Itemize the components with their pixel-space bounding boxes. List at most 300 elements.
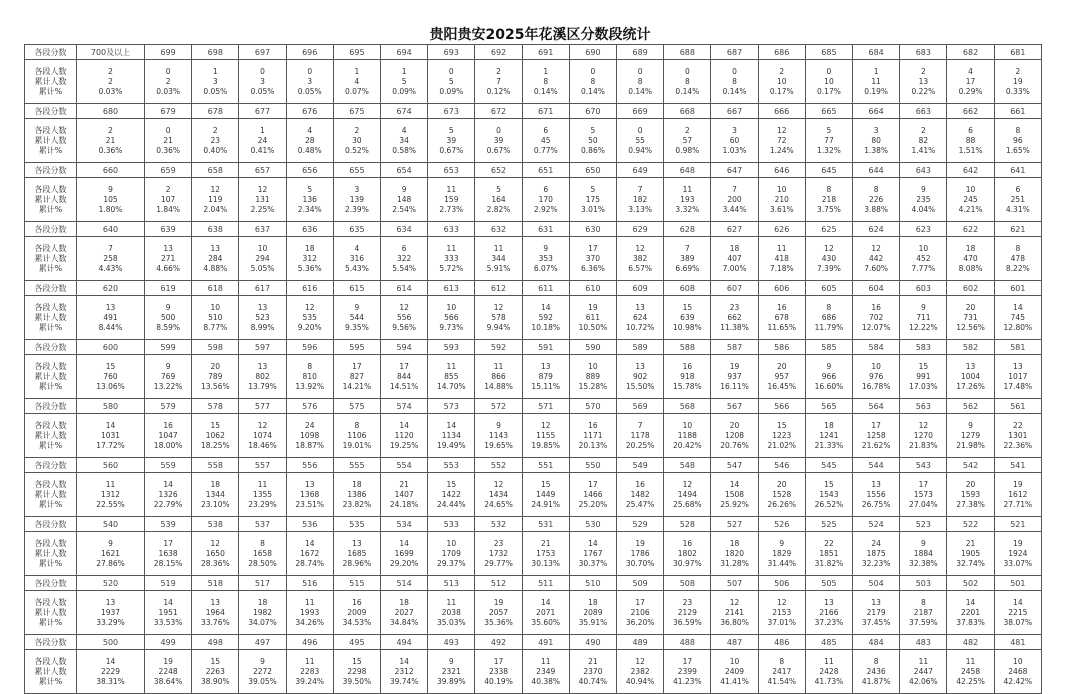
- count-value: 9: [448, 656, 454, 666]
- percent-value: 1.84%: [156, 204, 181, 214]
- score-cell: 688: [664, 45, 711, 60]
- stats-cell: [758, 119, 805, 163]
- percent-value: 0.05%: [297, 86, 322, 96]
- stats-cell: [853, 119, 900, 163]
- percent-value: 0.67%: [486, 145, 511, 155]
- score-cell: 579: [145, 399, 192, 414]
- count-value: 22: [1013, 420, 1023, 430]
- stats-row: [25, 473, 1042, 517]
- stats-cell: [428, 296, 475, 340]
- score-cell: 567: [711, 399, 758, 414]
- stats-cell: [569, 296, 616, 340]
- percent-value: 1.24%: [769, 145, 794, 155]
- percent-value: 22.79%: [153, 499, 183, 509]
- stats-cell: [286, 237, 333, 281]
- cumulative-value: 556: [396, 312, 412, 322]
- score-cell: 661: [994, 104, 1041, 119]
- score-cell: 560: [77, 458, 145, 473]
- percent-value: 10.98%: [673, 322, 702, 332]
- score-cell: 546: [758, 458, 805, 473]
- stats-cell: [900, 355, 947, 399]
- score-cell: 501: [994, 576, 1041, 591]
- score-cell: 699: [145, 45, 192, 60]
- score-row-label: 各段分数: [25, 517, 77, 532]
- count-value: 0: [637, 66, 643, 76]
- stats-cell: [994, 355, 1041, 399]
- score-header-row: [25, 340, 1042, 355]
- score-cell: 611: [522, 281, 569, 296]
- score-cell: 669: [617, 104, 664, 119]
- count-value: 13: [871, 479, 881, 489]
- stats-cell: [286, 178, 333, 222]
- percent-value: 39.89%: [437, 676, 466, 686]
- cumulative-value: 442: [868, 253, 884, 263]
- cumulative-value: 624: [632, 312, 648, 322]
- percent-value: 5.36%: [297, 263, 322, 273]
- count-value: 14: [399, 656, 409, 666]
- stats-cell: [758, 532, 805, 576]
- cumulative-value: 105: [103, 194, 118, 204]
- count-value: 2: [165, 184, 171, 194]
- percent-value: 39.05%: [248, 676, 277, 686]
- score-cell: 522: [947, 517, 994, 532]
- stats-cell: [853, 532, 900, 576]
- cumulative-value: 13: [918, 76, 929, 86]
- count-value: 8: [354, 420, 360, 430]
- percent-value: 0.33%: [1005, 86, 1030, 96]
- count-value: 10: [918, 243, 929, 253]
- stats-cell: [145, 237, 192, 281]
- percent-value: 33.07%: [1003, 558, 1033, 568]
- cumulative-value: 389: [680, 253, 695, 263]
- stats-cell: [192, 591, 239, 635]
- percent-value: 33.76%: [201, 617, 230, 627]
- percent-value: 24.18%: [389, 499, 419, 509]
- cumulative-value: 235: [916, 194, 931, 204]
- score-cell: 551: [522, 458, 569, 473]
- score-cell: 606: [758, 281, 805, 296]
- count-value: 8: [260, 538, 265, 548]
- percent-value: 0.48%: [297, 145, 322, 155]
- cumulative-value: 991: [916, 371, 931, 381]
- score-cell: 615: [333, 281, 380, 296]
- stats-cell: [239, 60, 286, 104]
- count-value: 9: [920, 302, 926, 312]
- percent-value: 42.25%: [956, 676, 985, 686]
- count-value: 16: [871, 302, 881, 312]
- stats-row-label: [25, 591, 77, 635]
- cumulative-value: 10: [824, 76, 834, 86]
- stats-cell: [758, 650, 805, 694]
- score-cell: 566: [758, 399, 805, 414]
- percent-value: 7.39%: [817, 263, 841, 273]
- score-cell: 647: [711, 163, 758, 178]
- count-value: 1: [401, 66, 407, 76]
- stats-cell: [711, 591, 758, 635]
- count-value: 15: [446, 479, 457, 489]
- stats-cell: [947, 296, 994, 340]
- count-value: 2: [108, 125, 113, 135]
- stats-cell: [239, 591, 286, 635]
- stats-cell: [805, 532, 852, 576]
- stats-cell: [617, 473, 664, 517]
- stats-cell: [192, 355, 239, 399]
- cumulative-value: 500: [160, 312, 176, 322]
- cumulative-value: 1004: [961, 371, 981, 381]
- cumulative-value: 218: [821, 194, 837, 204]
- stats-cell: [664, 119, 711, 163]
- count-value: 18: [352, 479, 362, 489]
- cumulative-value: 1386: [347, 489, 367, 499]
- count-value: 14: [304, 538, 315, 548]
- count-value: 18: [210, 479, 221, 489]
- percent-value: 27.86%: [96, 558, 125, 568]
- count-value: 19: [588, 302, 598, 312]
- score-cell: 520: [77, 576, 145, 591]
- percent-value: 2.34%: [297, 204, 322, 214]
- percent-value: 10.50%: [578, 322, 608, 332]
- count-value: 16: [682, 361, 693, 371]
- stats-cell: [617, 650, 664, 694]
- cumulative-value: 1672: [300, 548, 320, 558]
- percent-value: 33.29%: [96, 617, 125, 627]
- cumulative-value: 1208: [724, 430, 745, 440]
- cumulative-value: 333: [444, 253, 459, 263]
- percent-value: 34.84%: [389, 617, 419, 627]
- count-value: 8: [307, 361, 313, 371]
- count-value: 0: [637, 125, 643, 135]
- cumulative-value: 1556: [866, 489, 886, 499]
- cumulative-value: 1326: [158, 489, 178, 499]
- percent-value: 18.46%: [248, 440, 277, 450]
- stats-cell: [381, 591, 428, 635]
- score-cell: 590: [569, 340, 616, 355]
- score-cell: 516: [286, 576, 333, 591]
- percent-value: 1.03%: [722, 145, 747, 155]
- count-value: 11: [682, 184, 693, 194]
- count-value: 20: [729, 420, 740, 430]
- stats-cell: [145, 178, 192, 222]
- cumulative-value: 2089: [583, 607, 603, 617]
- percent-value: 17.26%: [956, 381, 985, 391]
- stats-cell: [853, 414, 900, 458]
- score-header-row: [25, 399, 1042, 414]
- stats-cell: [617, 178, 664, 222]
- count-value: 13: [635, 302, 645, 312]
- score-cell: 524: [853, 517, 900, 532]
- count-value: 0: [496, 125, 501, 135]
- percent-value: 13.06%: [96, 381, 125, 391]
- count-value: 18: [824, 420, 834, 430]
- stats-cell: [145, 650, 192, 694]
- score-cell: 684: [853, 45, 900, 60]
- score-cell: 662: [947, 104, 994, 119]
- cumulative-value: 1355: [252, 489, 273, 499]
- percent-value: 0.67%: [439, 145, 464, 155]
- score-cell: 612: [475, 281, 522, 296]
- percent-value: 0.19%: [864, 86, 889, 96]
- count-value: 11: [257, 479, 268, 489]
- score-cell: 614: [381, 281, 428, 296]
- count-value: 12: [776, 125, 787, 135]
- percent-value: 12.80%: [1003, 322, 1033, 332]
- cumulative-value: 452: [916, 253, 931, 263]
- cumulative-label: 累计人数: [34, 548, 67, 558]
- score-cell: 492: [475, 635, 522, 650]
- cumulative-value: 2201: [961, 607, 981, 617]
- cumulative-value: 2409: [724, 666, 745, 676]
- count-value: 15: [210, 656, 221, 666]
- stats-cell: [475, 532, 522, 576]
- stats-cell: [617, 237, 664, 281]
- cumulative-value: 294: [255, 253, 270, 263]
- cumulative-value: 8: [543, 76, 549, 86]
- cumulative-value: 1223: [772, 430, 792, 440]
- cumulative-value: 1875: [866, 548, 886, 558]
- score-cell: 663: [900, 104, 947, 119]
- stats-cell: [428, 60, 475, 104]
- stats-cell: [333, 237, 380, 281]
- count-label: 各段人数: [34, 361, 67, 371]
- count-value: 4: [968, 66, 973, 76]
- percent-value: 0.14%: [722, 86, 747, 96]
- score-cell: 542: [947, 458, 994, 473]
- cumulative-value: 82: [918, 135, 929, 145]
- cumulative-value: 107: [160, 194, 176, 204]
- cumulative-value: 760: [103, 371, 118, 381]
- stats-cell: [192, 237, 239, 281]
- percent-value: 41.73%: [814, 676, 844, 686]
- count-value: 12: [210, 538, 221, 548]
- percent-value: 36.80%: [720, 617, 749, 627]
- score-cell: 682: [947, 45, 994, 60]
- count-value: 10: [776, 184, 787, 194]
- cumulative-value: 2428: [819, 666, 839, 676]
- percent-value: 19.65%: [484, 440, 513, 450]
- score-cell: 686: [758, 45, 805, 60]
- count-value: 13: [352, 538, 362, 548]
- score-cell: 495: [333, 635, 380, 650]
- score-cell: 601: [994, 281, 1041, 296]
- percent-value: 2.39%: [345, 204, 369, 214]
- cumulative-value: 1593: [961, 489, 981, 499]
- score-cell: 528: [664, 517, 711, 532]
- count-value: 20: [965, 302, 976, 312]
- stats-cell: [428, 414, 475, 458]
- score-cell: 583: [900, 340, 947, 355]
- stats-cell: [569, 591, 616, 635]
- percent-label: 累计%: [38, 617, 63, 627]
- cumulative-value: 226: [868, 194, 884, 204]
- count-value: 12: [776, 597, 787, 607]
- percent-value: 27.38%: [956, 499, 985, 509]
- count-value: 21: [965, 538, 976, 548]
- stats-cell: [664, 650, 711, 694]
- stats-cell: [333, 650, 380, 694]
- percent-value: 9.56%: [392, 322, 417, 332]
- score-cell: 541: [994, 458, 1041, 473]
- count-label: 各段人数: [34, 597, 67, 607]
- cumulative-value: 139: [349, 194, 365, 204]
- score-cell: 519: [145, 576, 192, 591]
- percent-value: 38.90%: [201, 676, 230, 686]
- cumulative-value: 3: [307, 76, 313, 86]
- count-value: 14: [540, 302, 551, 312]
- score-cell: 500: [77, 635, 145, 650]
- cumulative-value: 1829: [772, 548, 792, 558]
- count-value: 0: [260, 66, 265, 76]
- stats-cell: [569, 532, 616, 576]
- percent-value: 1.41%: [911, 145, 936, 155]
- cumulative-value: 1482: [630, 489, 650, 499]
- score-cell: 592: [475, 340, 522, 355]
- cumulative-value: 1993: [300, 607, 320, 617]
- percent-value: 15.28%: [578, 381, 608, 391]
- score-header-row: [25, 517, 1042, 532]
- count-value: 23: [493, 538, 504, 548]
- percent-value: 7.00%: [722, 263, 747, 273]
- score-cell: 489: [617, 635, 664, 650]
- count-value: 18: [729, 243, 740, 253]
- stats-cell: [947, 355, 994, 399]
- cumulative-value: 2: [108, 76, 113, 86]
- cumulative-value: 1612: [1008, 489, 1028, 499]
- percent-value: 38.31%: [96, 676, 125, 686]
- stats-cell: [286, 532, 333, 576]
- percent-value: 24.44%: [437, 499, 466, 509]
- stats-cell: [192, 414, 239, 458]
- stats-cell: [664, 296, 711, 340]
- cumulative-value: 8: [732, 76, 737, 86]
- stats-cell: [77, 119, 145, 163]
- stats-cell: [77, 650, 145, 694]
- percent-value: 25.20%: [578, 499, 608, 509]
- percent-value: 6.36%: [581, 263, 605, 273]
- score-cell: 628: [664, 222, 711, 237]
- percent-value: 0.36%: [156, 145, 181, 155]
- percent-value: 11.38%: [720, 322, 749, 332]
- stats-cell: [664, 414, 711, 458]
- percent-value: 8.44%: [98, 322, 123, 332]
- percent-value: 7.18%: [769, 263, 794, 273]
- count-value: 15: [682, 302, 693, 312]
- stats-cell: [805, 178, 852, 222]
- score-cell: 691: [522, 45, 569, 60]
- percent-value: 4.31%: [1005, 204, 1030, 214]
- percent-value: 31.28%: [720, 558, 749, 568]
- score-cell: 641: [994, 163, 1041, 178]
- count-value: 20: [776, 479, 787, 489]
- score-cell: 568: [664, 399, 711, 414]
- cumulative-value: 2153: [772, 607, 792, 617]
- cumulative-value: 193: [680, 194, 695, 204]
- percent-value: 10.72%: [625, 322, 655, 332]
- percent-value: 5.91%: [486, 263, 511, 273]
- percent-value: 41.41%: [720, 676, 749, 686]
- cumulative-value: 45: [540, 135, 551, 145]
- count-value: 16: [635, 479, 645, 489]
- count-value: 17: [682, 656, 693, 666]
- score-cell: 623: [900, 222, 947, 237]
- count-value: 5: [448, 125, 454, 135]
- cumulative-value: 418: [774, 253, 789, 263]
- score-cell: 525: [805, 517, 852, 532]
- cumulative-value: 2187: [913, 607, 933, 617]
- cumulative-value: 2399: [677, 666, 697, 676]
- stats-row-label: [25, 60, 77, 104]
- cumulative-value: 39: [446, 135, 457, 145]
- cumulative-value: 312: [302, 253, 317, 263]
- stats-row-label: [25, 532, 77, 576]
- score-cell: 543: [900, 458, 947, 473]
- percent-value: 21.33%: [814, 440, 844, 450]
- count-label: 各段人数: [34, 243, 67, 253]
- count-value: 10: [446, 302, 457, 312]
- cumulative-value: 10: [776, 76, 787, 86]
- cumulative-value: 2283: [300, 666, 320, 676]
- cumulative-value: 353: [538, 253, 553, 263]
- cumulative-value: 8: [684, 76, 690, 86]
- percent-value: 1.32%: [817, 145, 841, 155]
- cumulative-value: 148: [396, 194, 412, 204]
- score-cell: 550: [569, 458, 616, 473]
- count-value: 2: [354, 125, 360, 135]
- percent-value: 0.22%: [911, 86, 936, 96]
- count-value: 11: [540, 656, 551, 666]
- score-cell: 582: [947, 340, 994, 355]
- score-cell: 575: [333, 399, 380, 414]
- count-value: 18: [304, 243, 315, 253]
- stats-cell: [522, 650, 569, 694]
- stats-cell: [805, 591, 852, 635]
- cumulative-value: 1241: [819, 430, 839, 440]
- percent-value: 35.91%: [578, 617, 608, 627]
- stats-cell: [145, 119, 192, 163]
- count-value: 12: [635, 243, 645, 253]
- score-row-label: 各段分数: [25, 576, 77, 591]
- score-row-label: 各段分数: [25, 104, 77, 119]
- score-cell: 555: [333, 458, 380, 473]
- percent-value: 21.98%: [956, 440, 985, 450]
- stats-cell: [145, 296, 192, 340]
- cumulative-value: 1434: [488, 489, 509, 499]
- stats-cell: [522, 119, 569, 163]
- cumulative-value: 1767: [583, 548, 603, 558]
- percent-value: 16.60%: [814, 381, 844, 391]
- count-value: 0: [165, 66, 171, 76]
- percent-value: 37.23%: [814, 617, 844, 627]
- score-cell: 687: [711, 45, 758, 60]
- count-value: 2: [108, 66, 113, 76]
- stats-cell: [994, 650, 1041, 694]
- stats-cell: [381, 178, 428, 222]
- percent-value: 5.54%: [392, 263, 417, 273]
- count-value: 22: [824, 538, 834, 548]
- percent-value: 17.48%: [1003, 381, 1033, 391]
- stats-cell: [333, 178, 380, 222]
- score-cell: 596: [286, 340, 333, 355]
- cumulative-value: 639: [680, 312, 695, 322]
- count-value: 2: [920, 66, 926, 76]
- score-cell: 637: [239, 222, 286, 237]
- percent-value: 37.01%: [767, 617, 797, 627]
- count-value: 17: [588, 243, 598, 253]
- score-cell: 695: [333, 45, 380, 60]
- percent-value: 28.74%: [295, 558, 325, 568]
- score-cell: 676: [286, 104, 333, 119]
- score-cell: 514: [381, 576, 428, 591]
- count-value: 16: [352, 597, 362, 607]
